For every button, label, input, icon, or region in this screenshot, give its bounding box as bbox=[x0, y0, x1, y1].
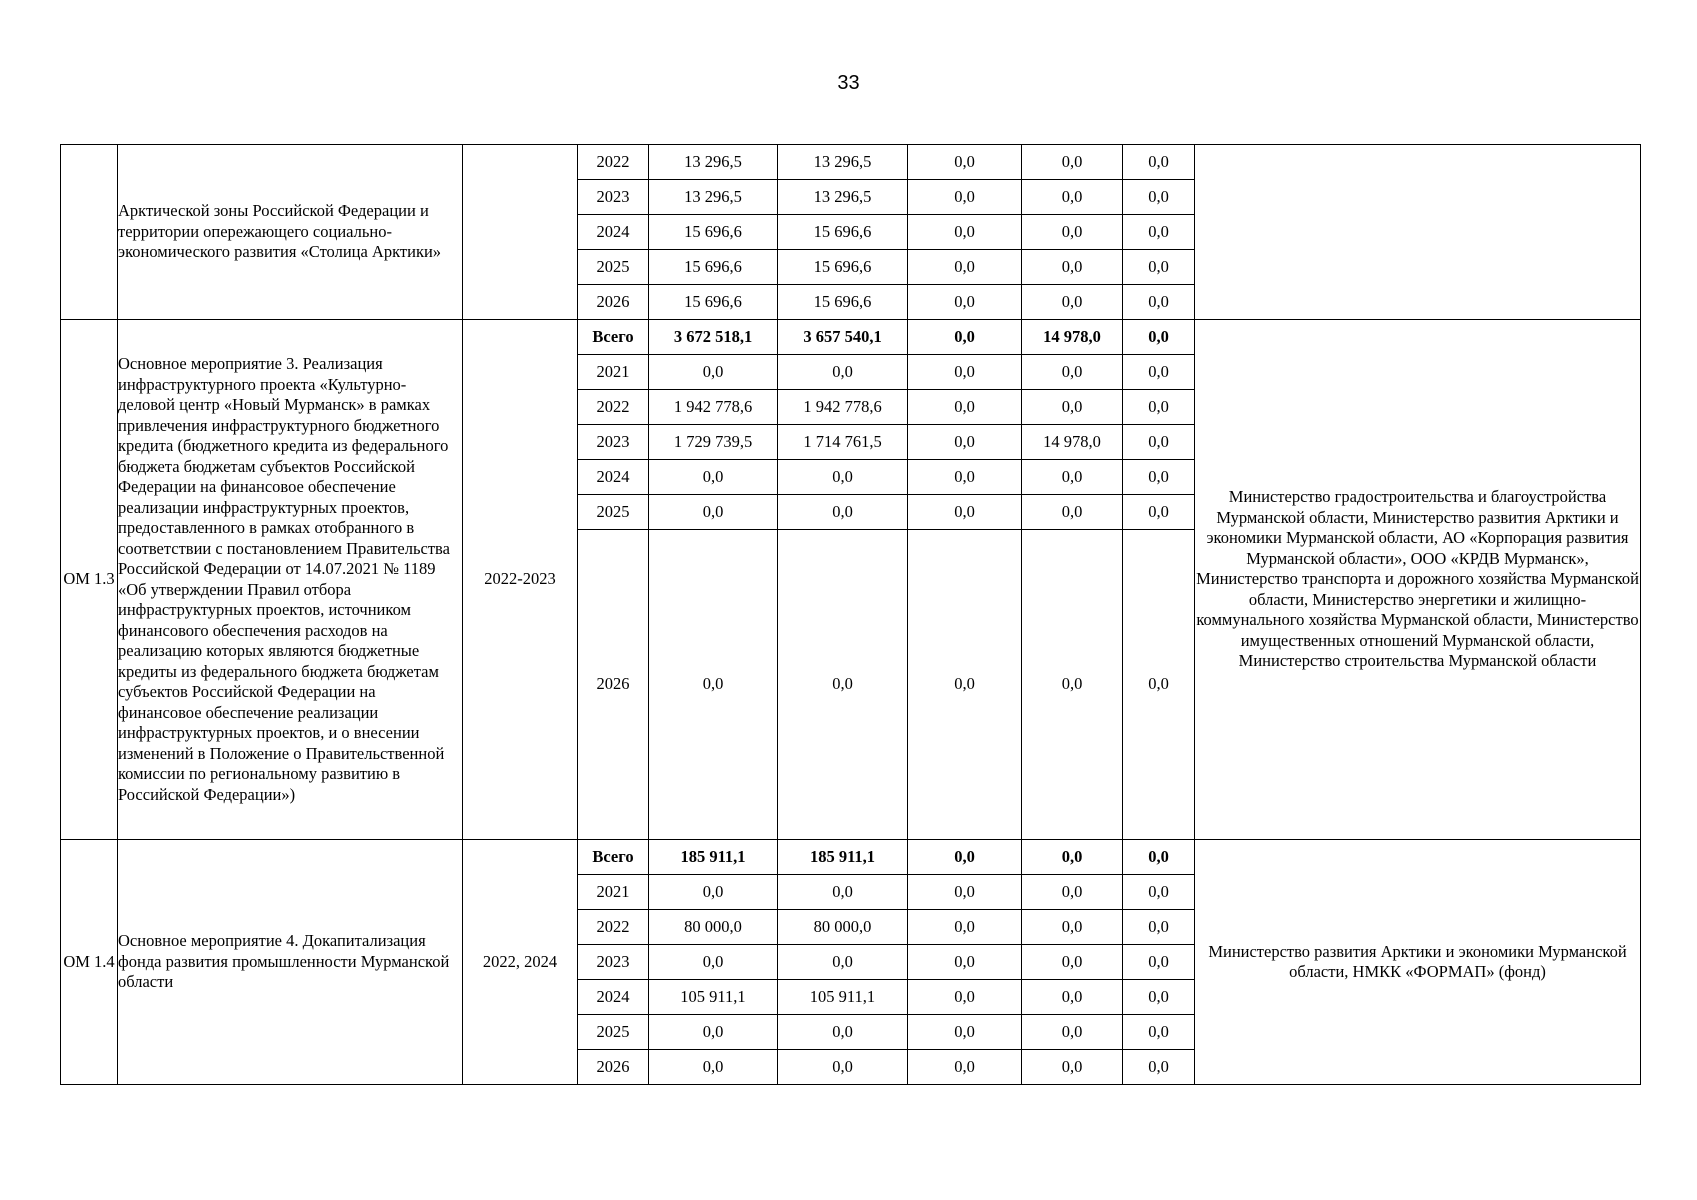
total-cell: 15 696,6 bbox=[649, 215, 778, 250]
amount-cell: 0,0 bbox=[908, 945, 1022, 980]
total-cell: 105 911,1 bbox=[649, 980, 778, 1015]
amount-cell: 1 942 778,6 bbox=[778, 390, 908, 425]
amount-cell: 0,0 bbox=[778, 530, 908, 840]
table-row bbox=[61, 320, 1641, 355]
total-cell: 13 296,5 bbox=[649, 180, 778, 215]
amount-cell: 0,0 bbox=[1022, 285, 1123, 320]
amount-cell: 0,0 bbox=[1022, 180, 1123, 215]
measure-period bbox=[463, 145, 578, 320]
amount-cell: 0,0 bbox=[908, 495, 1022, 530]
amount-cell: 80 000,0 bbox=[778, 910, 908, 945]
year-cell: Всего bbox=[578, 840, 649, 875]
total-cell: 13 296,5 bbox=[649, 145, 778, 180]
amount-cell: 0,0 bbox=[1022, 980, 1123, 1015]
amount-cell: 0,0 bbox=[908, 320, 1022, 355]
amount-cell: 0,0 bbox=[1123, 285, 1195, 320]
year-cell: 2022 bbox=[578, 145, 649, 180]
amount-cell: 0,0 bbox=[908, 875, 1022, 910]
year-cell: 2022 bbox=[578, 390, 649, 425]
financing-table bbox=[60, 144, 1641, 1085]
year-cell: 2026 bbox=[578, 1050, 649, 1085]
amount-cell: 0,0 bbox=[1022, 250, 1123, 285]
amount-cell: 0,0 bbox=[908, 145, 1022, 180]
page-number: 33 bbox=[837, 72, 860, 94]
total-cell: 15 696,6 bbox=[649, 285, 778, 320]
year-cell: Всего bbox=[578, 320, 649, 355]
year-cell: 2021 bbox=[578, 355, 649, 390]
amount-cell: 0,0 bbox=[908, 250, 1022, 285]
year-cell: 2025 bbox=[578, 250, 649, 285]
amount-cell: 0,0 bbox=[1022, 1015, 1123, 1050]
year-cell: 2026 bbox=[578, 530, 649, 840]
amount-cell: 3 657 540,1 bbox=[778, 320, 908, 355]
amount-cell: 0,0 bbox=[778, 1015, 908, 1050]
amount-cell: 105 911,1 bbox=[778, 980, 908, 1015]
amount-cell: 13 296,5 bbox=[778, 180, 908, 215]
measure-name: Основное мероприятие 3. Реализация инфраструктурного проекта «Культурно-деловой центр «Новый Мурманск» в рамках привлечения инфраструктурного бюджетного кредита (бюджетного кредита из федерального бюджета бюджетам субъектов Российской Федерации на финансовое обеспечение реализации инфраструктурных проектов, предоставленного в рамках отобранного в соответствии с постановлением Правительства Российской Федерации от 14.07.2021 № 1189 «Об утверждении Правил отбора инфраструктурных проектов, источником финансового обеспечения расходов на реализацию которых являются бюджетные кредиты из федерального бюджета бюджетам субъектов Российской Федерации на финансовое обеспечение реализации инфраструктурных проектов, и о внесении изменений в Положение о Правительственной комиссии по региональному развитию в Российской Федерации») bbox=[118, 320, 463, 840]
amount-cell: 0,0 bbox=[908, 460, 1022, 495]
amount-cell: 0,0 bbox=[1022, 460, 1123, 495]
total-cell: 1 942 778,6 bbox=[649, 390, 778, 425]
amount-cell: 0,0 bbox=[1123, 875, 1195, 910]
year-cell: 2021 bbox=[578, 875, 649, 910]
executors bbox=[1195, 145, 1641, 320]
amount-cell: 0,0 bbox=[1022, 1050, 1123, 1085]
amount-cell: 0,0 bbox=[1123, 250, 1195, 285]
amount-cell: 0,0 bbox=[1022, 530, 1123, 840]
total-cell: 0,0 bbox=[649, 355, 778, 390]
total-cell: 80 000,0 bbox=[649, 910, 778, 945]
amount-cell: 0,0 bbox=[908, 840, 1022, 875]
total-cell: 0,0 bbox=[649, 495, 778, 530]
table-row bbox=[61, 840, 1641, 875]
total-cell: 1 729 739,5 bbox=[649, 425, 778, 460]
amount-cell: 0,0 bbox=[1123, 1015, 1195, 1050]
amount-cell: 0,0 bbox=[1123, 460, 1195, 495]
amount-cell: 0,0 bbox=[778, 945, 908, 980]
total-cell: 185 911,1 bbox=[649, 840, 778, 875]
amount-cell: 0,0 bbox=[1022, 390, 1123, 425]
amount-cell: 0,0 bbox=[1022, 355, 1123, 390]
amount-cell: 0,0 bbox=[1123, 390, 1195, 425]
executors: Министерство развития Арктики и экономики Мурманской области, НМКК «ФОРМАП» (фонд) bbox=[1195, 840, 1641, 1085]
amount-cell: 0,0 bbox=[908, 980, 1022, 1015]
measure-name: Арктической зоны Российской Федерации и территории опережающего социально-экономического развития «Столица Арктики» bbox=[118, 145, 463, 320]
total-cell: 0,0 bbox=[649, 1015, 778, 1050]
amount-cell: 0,0 bbox=[1123, 145, 1195, 180]
amount-cell: 0,0 bbox=[1123, 215, 1195, 250]
amount-cell: 0,0 bbox=[908, 355, 1022, 390]
total-cell: 0,0 bbox=[649, 460, 778, 495]
total-cell: 3 672 518,1 bbox=[649, 320, 778, 355]
amount-cell: 0,0 bbox=[1022, 910, 1123, 945]
year-cell: 2023 bbox=[578, 945, 649, 980]
amount-cell: 0,0 bbox=[1022, 145, 1123, 180]
table-row bbox=[61, 145, 1641, 180]
amount-cell: 0,0 bbox=[1123, 180, 1195, 215]
measure-code bbox=[61, 145, 118, 320]
amount-cell: 0,0 bbox=[908, 180, 1022, 215]
amount-cell: 0,0 bbox=[778, 355, 908, 390]
amount-cell: 0,0 bbox=[908, 285, 1022, 320]
amount-cell: 0,0 bbox=[1123, 945, 1195, 980]
amount-cell: 0,0 bbox=[1022, 875, 1123, 910]
measure-code: ОМ 1.4 bbox=[61, 840, 118, 1085]
amount-cell: 0,0 bbox=[908, 1015, 1022, 1050]
year-cell: 2026 bbox=[578, 285, 649, 320]
amount-cell: 0,0 bbox=[1022, 215, 1123, 250]
amount-cell: 0,0 bbox=[1123, 1050, 1195, 1085]
amount-cell: 15 696,6 bbox=[778, 285, 908, 320]
measure-code: ОМ 1.3 bbox=[61, 320, 118, 840]
measure-name: Основное мероприятие 4. Докапитализация фонда развития промышленности Мурманской области bbox=[118, 840, 463, 1085]
total-cell: 0,0 bbox=[649, 530, 778, 840]
amount-cell: 0,0 bbox=[1123, 980, 1195, 1015]
year-cell: 2025 bbox=[578, 1015, 649, 1050]
year-cell: 2023 bbox=[578, 425, 649, 460]
amount-cell: 13 296,5 bbox=[778, 145, 908, 180]
measure-period: 2022-2023 bbox=[463, 320, 578, 840]
amount-cell: 0,0 bbox=[908, 910, 1022, 945]
amount-cell: 0,0 bbox=[1123, 320, 1195, 355]
measure-period: 2022, 2024 bbox=[463, 840, 578, 1085]
amount-cell: 0,0 bbox=[908, 530, 1022, 840]
amount-cell: 14 978,0 bbox=[1022, 425, 1123, 460]
amount-cell: 14 978,0 bbox=[1022, 320, 1123, 355]
amount-cell: 185 911,1 bbox=[778, 840, 908, 875]
amount-cell: 0,0 bbox=[778, 875, 908, 910]
amount-cell: 0,0 bbox=[908, 390, 1022, 425]
amount-cell: 0,0 bbox=[1022, 495, 1123, 530]
amount-cell: 0,0 bbox=[778, 1050, 908, 1085]
amount-cell: 15 696,6 bbox=[778, 215, 908, 250]
amount-cell: 0,0 bbox=[1123, 840, 1195, 875]
amount-cell: 0,0 bbox=[908, 425, 1022, 460]
total-cell: 0,0 bbox=[649, 945, 778, 980]
executors: Министерство градостроительства и благоустройства Мурманской области, Министерство развития Арктики и экономики Мурманской области, АО «Корпорация развития Мурманской области», ООО «КРДВ Мурманск», Министерство транспорта и дорожного хозяйства Мурманской области, Министерство энергетики и жилищно-коммунального хозяйства Мурманской области, Министерство имущественных отношений Мурманской области, Министерство строительства Мурманской области bbox=[1195, 320, 1641, 840]
amount-cell: 0,0 bbox=[908, 1050, 1022, 1085]
amount-cell: 0,0 bbox=[1022, 945, 1123, 980]
year-cell: 2025 bbox=[578, 495, 649, 530]
amount-cell: 0,0 bbox=[1123, 425, 1195, 460]
total-cell: 0,0 bbox=[649, 875, 778, 910]
year-cell: 2024 bbox=[578, 215, 649, 250]
total-cell: 0,0 bbox=[649, 1050, 778, 1085]
amount-cell: 1 714 761,5 bbox=[778, 425, 908, 460]
amount-cell: 0,0 bbox=[1123, 495, 1195, 530]
amount-cell: 0,0 bbox=[908, 215, 1022, 250]
amount-cell: 0,0 bbox=[778, 460, 908, 495]
amount-cell: 15 696,6 bbox=[778, 250, 908, 285]
year-cell: 2024 bbox=[578, 460, 649, 495]
amount-cell: 0,0 bbox=[778, 495, 908, 530]
year-cell: 2023 bbox=[578, 180, 649, 215]
amount-cell: 0,0 bbox=[1123, 530, 1195, 840]
amount-cell: 0,0 bbox=[1022, 840, 1123, 875]
year-cell: 2022 bbox=[578, 910, 649, 945]
amount-cell: 0,0 bbox=[1123, 355, 1195, 390]
table-body bbox=[61, 145, 1641, 1085]
year-cell: 2024 bbox=[578, 980, 649, 1015]
amount-cell: 0,0 bbox=[1123, 910, 1195, 945]
total-cell: 15 696,6 bbox=[649, 250, 778, 285]
